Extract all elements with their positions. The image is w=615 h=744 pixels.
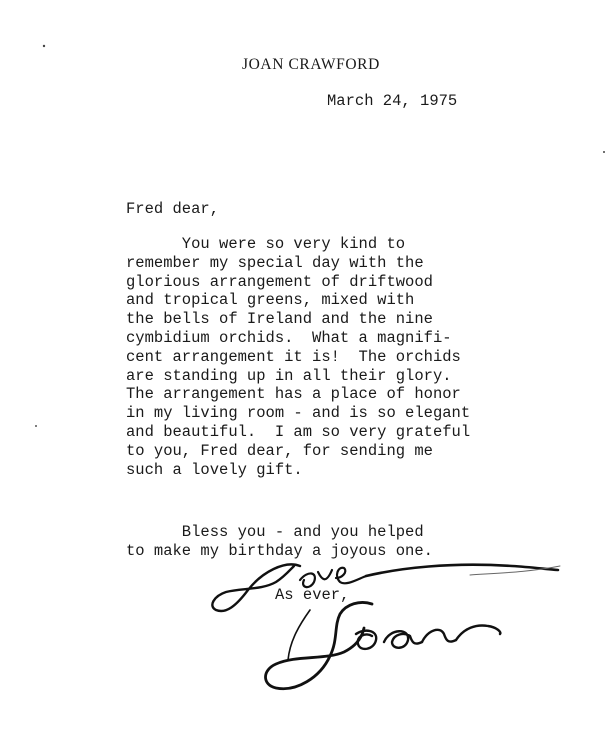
letter-body — [126, 235, 470, 479]
text-line: cymbidium orchids. What a magnifi- — [126, 328, 452, 347]
text-line: cent arrangement it is! The orchids — [126, 347, 461, 366]
text-line: The arrangement has a place of honor — [126, 385, 461, 404]
text-line: You were so very kind to — [126, 235, 406, 253]
salutation: Fred dear, — [126, 200, 220, 218]
valediction: As ever, — [275, 586, 350, 604]
text-line: to you, Fred dear, for sending me — [126, 441, 433, 460]
text-line: Bless you - and you helped — [126, 523, 424, 541]
text-line: to make my birthday a joyous one. — [126, 542, 433, 560]
letter-date: March 24, 1975 — [327, 92, 458, 110]
text-line: the bells of Ireland and the nine — [126, 310, 433, 329]
letterhead: JOAN CRAWFORD — [242, 56, 380, 73]
closing-paragraph — [126, 523, 433, 561]
text-line: remember my special day with the — [126, 253, 424, 272]
text-line: such a lovely gift. — [126, 460, 303, 479]
text-line: glorious arrangement of driftwood — [126, 272, 433, 291]
text-line: and beautiful. I am so very grateful — [126, 422, 471, 441]
text-line: in my living room - and is so elegant — [126, 404, 471, 423]
text-line: and tropical greens, mixed with — [126, 291, 415, 310]
text-line: are standing up in all their glory. — [126, 366, 452, 385]
